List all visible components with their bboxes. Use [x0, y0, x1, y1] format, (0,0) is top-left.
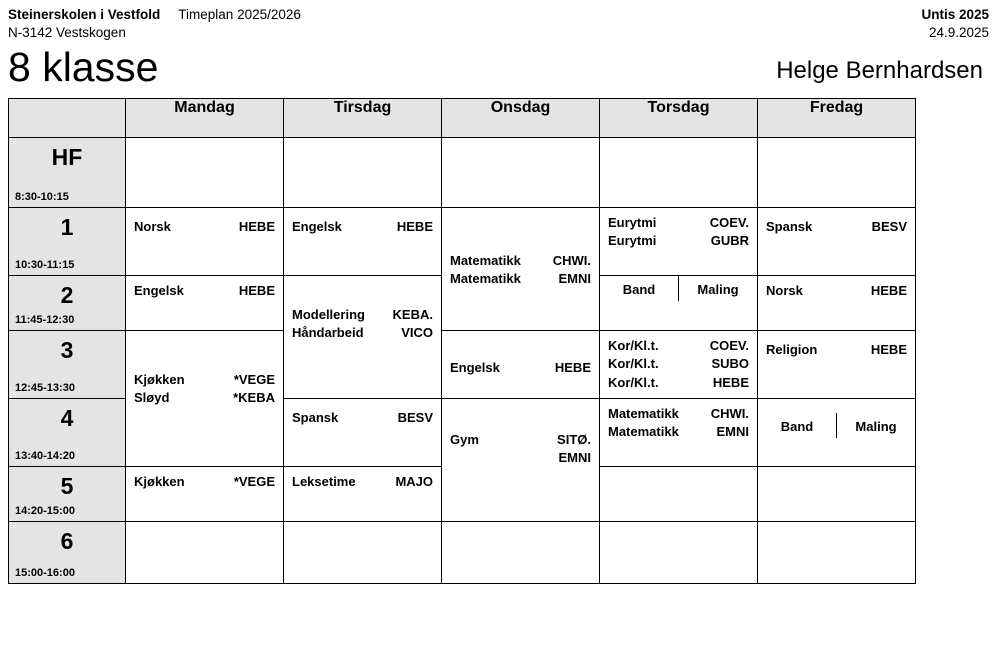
lesson-maling[interactable]: Maling	[678, 276, 757, 301]
row-hf	[9, 137, 916, 207]
cell-tirsdag-5[interactable]	[284, 466, 442, 521]
lesson-teacher: KEBA.	[392, 306, 433, 322]
lesson-teacher: CHWI.	[710, 405, 749, 421]
lesson-teacher: COEV.	[709, 337, 749, 353]
school-name: Steinerskolen i Vestfold	[8, 7, 161, 22]
cell-onsdag-4-5[interactable]	[442, 398, 600, 521]
title-row	[8, 44, 989, 91]
lesson-teacher: EMNI	[716, 424, 749, 440]
lesson-subject: Gym	[450, 431, 479, 447]
cell-mandag-3-4[interactable]	[126, 330, 284, 466]
product-name: Untis 2025	[921, 7, 989, 22]
lesson-teacher: EMNI	[558, 271, 591, 287]
lesson-teacher: BESV	[397, 409, 433, 425]
lesson-subject: Leksetime	[292, 473, 356, 489]
lesson-subject: Religion	[766, 341, 818, 357]
cell-tirsdag-2-3[interactable]	[284, 275, 442, 398]
lesson-subject: Kor/Kl.t.	[608, 356, 659, 372]
lesson-subject: Matematikk	[608, 424, 679, 440]
day-header-onsdag: Onsdag	[442, 98, 600, 137]
period-label: 3	[60, 336, 74, 363]
cell-tirsdag-hf[interactable]	[284, 137, 442, 207]
lesson-subject: Kor/Kl.t.	[608, 375, 659, 391]
lesson-subject: Matematikk	[450, 271, 521, 287]
period-label: HF	[51, 143, 83, 170]
cell-torsdag-2[interactable]	[600, 275, 758, 330]
cell-mandag-hf[interactable]	[126, 137, 284, 207]
lesson-teacher: *VEGE	[233, 371, 275, 387]
lesson-subject: Håndarbeid	[292, 325, 364, 341]
lesson-norsk[interactable]	[126, 208, 283, 241]
cell-fredag-4[interactable]	[758, 398, 916, 466]
cell-tirsdag-4[interactable]	[284, 398, 442, 466]
period-label: 6	[60, 527, 74, 554]
period-cell-4	[9, 398, 126, 466]
period-cell-6	[9, 521, 126, 583]
lesson-maling[interactable]: Maling	[836, 413, 915, 438]
lesson-spansk[interactable]	[758, 208, 915, 241]
day-header-tirsdag: Tirsdag	[284, 98, 442, 137]
class-teacher: Helge Bernhardsen	[776, 56, 983, 84]
lesson-subject: Eurytmi	[608, 233, 657, 249]
lesson-teacher: SITØ.	[557, 431, 591, 447]
timetable	[8, 98, 916, 584]
lesson-modellering-handarbeid[interactable]	[284, 276, 441, 348]
period-time: 10:30-11:15	[15, 258, 75, 271]
cell-onsdag-6[interactable]	[442, 521, 600, 583]
cell-fredag-5[interactable]	[758, 466, 916, 521]
lesson-teacher: HEBE	[396, 218, 433, 234]
lesson-teacher: *VEGE	[233, 473, 275, 489]
cell-fredag-1[interactable]	[758, 207, 916, 275]
lesson-teacher: CHWI.	[552, 252, 591, 268]
lesson-matematikk[interactable]	[442, 208, 599, 294]
header-right	[921, 6, 989, 42]
cell-fredag-3[interactable]	[758, 330, 916, 398]
lesson-band[interactable]: Band	[622, 281, 656, 297]
lesson-subject: Kor/Kl.t.	[608, 337, 659, 353]
lesson-leksetime[interactable]	[284, 467, 441, 496]
lesson-subject: Eurytmi	[608, 214, 657, 230]
plan-title: Timeplan 2025/2026	[178, 7, 301, 22]
day-header-mandag: Mandag	[126, 98, 284, 137]
lesson-subject: Sløyd	[134, 390, 170, 406]
lesson-kjokken[interactable]	[126, 467, 283, 496]
lesson-subject: Modellering	[292, 306, 365, 322]
period-cell-hf	[9, 137, 126, 207]
period-time: 12:45-13:30	[15, 381, 75, 394]
row-3	[9, 330, 916, 398]
row-6	[9, 521, 916, 583]
lesson-subject: Spansk	[766, 218, 813, 234]
cell-torsdag-6[interactable]	[600, 521, 758, 583]
cell-torsdag-hf[interactable]	[600, 137, 758, 207]
cell-onsdag-hf[interactable]	[442, 137, 600, 207]
lesson-subject: Norsk	[766, 282, 803, 298]
period-label: 4	[60, 404, 74, 431]
lesson-subject: Engelsk	[292, 218, 342, 234]
lesson-teacher: HEBE	[870, 341, 907, 357]
page-title: 8 klasse	[8, 44, 159, 91]
lesson-teacher: HEBE	[712, 375, 749, 391]
lesson-teacher: HEBE	[554, 359, 591, 375]
lesson-subject: Kjøkken	[134, 473, 185, 489]
print-date: 24.9.2025	[928, 25, 989, 41]
lesson-eurytmi[interactable]	[600, 208, 757, 256]
period-time: 15:00-16:00	[15, 566, 75, 579]
lesson-subject: Norsk	[134, 218, 171, 234]
cell-fredag-hf[interactable]	[758, 137, 916, 207]
lesson-split-band-maling[interactable]	[758, 399, 915, 438]
cell-onsdag-3[interactable]	[442, 330, 600, 398]
header-left	[8, 6, 301, 42]
lesson-engelsk[interactable]	[442, 331, 599, 382]
cell-torsdag-4[interactable]	[600, 398, 758, 466]
lesson-split-band-maling[interactable]	[600, 276, 757, 301]
lesson-engelsk[interactable]	[284, 208, 441, 241]
period-time: 8:30-10:15	[15, 190, 69, 203]
cell-mandag-5[interactable]	[126, 466, 284, 521]
lesson-kjokken-sloyd[interactable]	[126, 331, 283, 413]
lesson-teacher: GUBR	[710, 233, 749, 249]
school-address: N-3142 Vestskogen	[8, 25, 126, 41]
row-1	[9, 207, 916, 275]
day-header-fredag: Fredag	[758, 98, 916, 137]
lesson-subject: Matematikk	[450, 252, 521, 268]
cell-mandag-6[interactable]	[126, 521, 284, 583]
lesson-teacher: COEV.	[709, 214, 749, 230]
cell-torsdag-3[interactable]	[600, 330, 758, 398]
lesson-subject: Engelsk	[134, 282, 184, 298]
lesson-norsk[interactable]	[758, 276, 915, 305]
cell-fredag-2[interactable]	[758, 275, 916, 330]
lesson-religion[interactable]	[758, 331, 915, 364]
lesson-teacher: MAJO	[395, 473, 433, 489]
period-time: 11:45-12:30	[15, 313, 75, 326]
lesson-band[interactable]: Band	[780, 418, 814, 434]
lesson-teacher: SUBO	[711, 356, 749, 372]
lesson-teacher: HEBE	[238, 282, 275, 298]
lesson-subject: Spansk	[292, 409, 339, 425]
cell-tirsdag-6[interactable]	[284, 521, 442, 583]
lesson-subject: Matematikk	[608, 405, 679, 421]
lesson-teacher: BESV	[871, 218, 907, 234]
cell-mandag-1[interactable]	[126, 207, 284, 275]
period-label: 1	[60, 213, 74, 240]
lesson-teacher: VICO	[401, 325, 433, 341]
lesson-subject: Engelsk	[450, 359, 500, 375]
cell-onsdag-1-2[interactable]	[442, 207, 600, 330]
lesson-teacher: *KEBA	[233, 390, 275, 406]
cell-torsdag-5[interactable]	[600, 466, 758, 521]
cell-tirsdag-1[interactable]	[284, 207, 442, 275]
lesson-kor-klassetime[interactable]	[600, 331, 757, 398]
cell-mandag-2[interactable]	[126, 275, 284, 330]
lesson-teacher: HEBE	[238, 218, 275, 234]
corner-cell	[9, 98, 126, 137]
period-time: 13:40-14:20	[15, 449, 75, 462]
lesson-gym[interactable]	[442, 399, 599, 473]
document-header	[8, 6, 989, 42]
period-cell-3	[9, 330, 126, 398]
timetable-header-row	[9, 98, 916, 137]
period-label: 5	[60, 472, 74, 499]
lesson-teacher: EMNI	[558, 450, 591, 466]
cell-fredag-6[interactable]	[758, 521, 916, 583]
lesson-matematikk[interactable]	[600, 399, 757, 447]
lesson-spansk[interactable]	[284, 399, 441, 432]
period-cell-1	[9, 207, 126, 275]
lesson-teacher: HEBE	[870, 282, 907, 298]
lesson-engelsk[interactable]	[126, 276, 283, 305]
period-cell-5	[9, 466, 126, 521]
period-time: 14:20-15:00	[15, 504, 75, 517]
lesson-subject: Kjøkken	[134, 371, 185, 387]
period-cell-2	[9, 275, 126, 330]
day-header-torsdag: Torsdag	[600, 98, 758, 137]
period-label: 2	[60, 281, 74, 308]
cell-torsdag-1[interactable]	[600, 207, 758, 275]
